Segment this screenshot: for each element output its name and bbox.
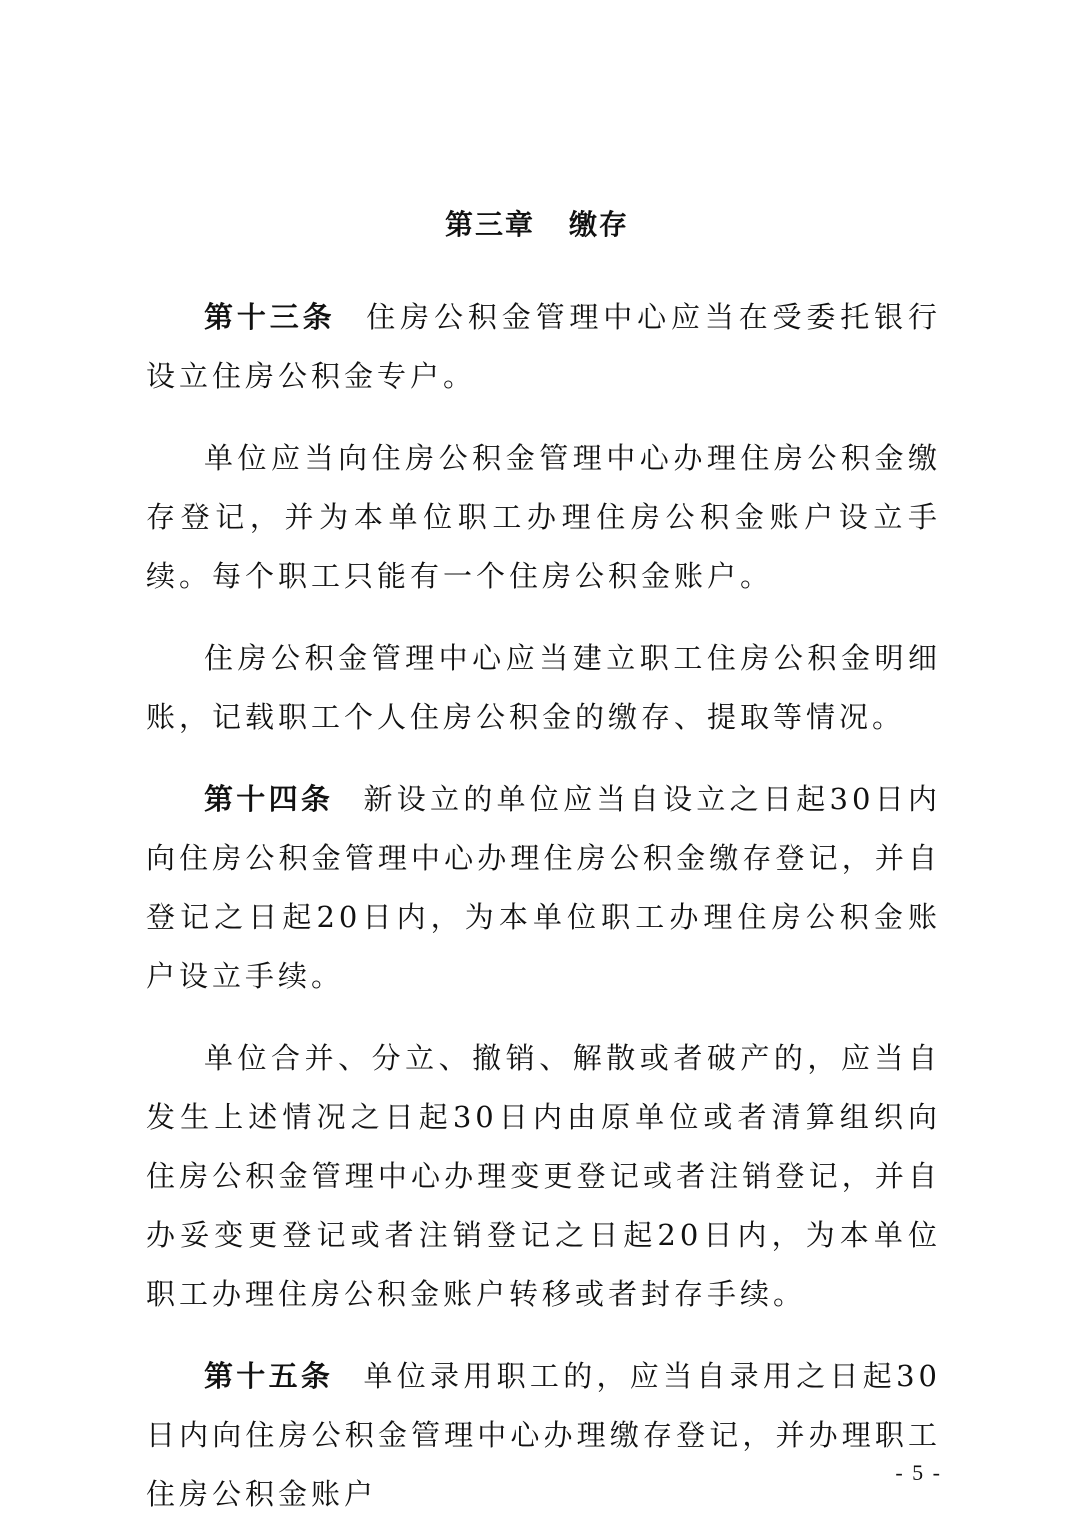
article-13-paragraph-1 [146, 288, 941, 406]
article-number: 第十四条 [204, 782, 334, 816]
page-number: - 5 - [895, 1460, 942, 1485]
paragraph-text: 新设立的单位应当自设立之日起30日内向住房公积金管理中心办理住房公积金缴存登记，并自登记之日起20日内，为本单位职工办理住房公积金账户设立手续。 [146, 782, 941, 993]
article-13-paragraph-2: 单位应当向住房公积金管理中心办理住房公积金缴存登记，并为本单位职工办理住房公积金账户设立手续。每个职工只能有一个住房公积金账户。 [146, 441, 941, 593]
chapter-name: 缴存 [569, 208, 630, 241]
chapter-title [0, 203, 1074, 247]
article-number: 第十五条 [204, 1359, 334, 1393]
article-15-paragraph-1 [146, 1347, 941, 1524]
article-14-paragraph-1 [146, 770, 941, 1006]
article-number: 第十三条 [204, 300, 336, 334]
document-body [146, 288, 941, 1524]
article-14-paragraph-2: 单位合并、分立、撤销、解散或者破产的，应当自发生上述情况之日起30日内由原单位或者清算组织向住房公积金管理中心办理变更登记或者注销登记，并自办妥变更登记或者注销登记之日起20日内，为本单位职工办理住房公积金账户转移或者封存手续。 [146, 1041, 941, 1311]
article-13-paragraph-3: 住房公积金管理中心应当建立职工住房公积金明细账，记载职工个人住房公积金的缴存、提取等情况。 [146, 641, 941, 734]
chapter-number: 第三章 [444, 208, 535, 241]
paragraph-text: 住房公积金管理中心应当在受委托银行设立住房公积金专户。 [146, 300, 941, 393]
paragraph-text: 单位录用职工的，应当自录用之日起30日内向住房公积金管理中心办理缴存登记，并办理职工住房公积金账户 [146, 1359, 941, 1511]
